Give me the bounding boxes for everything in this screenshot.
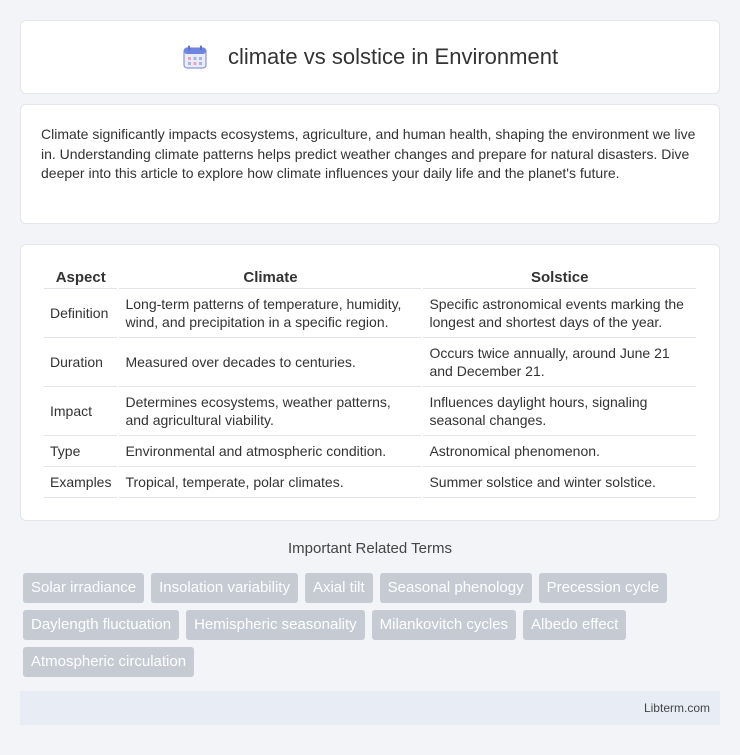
table-row [44,289,696,338]
table-row [44,387,696,436]
row-climate: Long-term patterns of temperature, humidity, wind, and precipitation in a specific region. [119,289,421,338]
table-row [44,467,696,498]
related-terms-title: Important Related Terms [288,540,452,557]
term-tag[interactable]: Milankovitch cycles [372,610,516,640]
page-title: climate vs solstice in Environment [227,44,559,69]
term-tag[interactable]: Precession cycle [539,573,668,603]
intro-card [20,104,720,224]
table-row [44,436,696,467]
term-tag[interactable]: Solar irradiance [23,573,144,603]
calendar-icon [182,44,208,70]
row-solstice: Summer solstice and winter solstice. [423,467,696,498]
row-solstice: Influences daylight hours, signaling seasonal changes. [423,387,696,436]
related-terms-list [23,573,723,677]
term-tag[interactable]: Axial tilt [305,573,373,603]
header-solstice: Solstice [423,265,696,289]
row-aspect: Impact [44,387,117,436]
comparison-table-card [20,244,720,521]
header-card [20,20,720,94]
header-climate: Climate [119,265,421,289]
term-tag[interactable]: Atmospheric circulation [23,647,194,677]
row-aspect: Definition [44,289,117,338]
row-aspect: Duration [44,338,117,387]
footer [20,691,720,725]
row-climate: Measured over decades to centuries. [119,338,421,387]
row-solstice: Astronomical phenomenon. [423,436,696,467]
table-header-row [44,265,696,289]
row-solstice: Specific astronomical events marking the longest and shortest days of the year. [423,289,696,338]
comparison-table [42,265,698,498]
row-climate: Determines ecosystems, weather patterns, and agricultural viability. [119,387,421,436]
row-climate: Tropical, temperate, polar climates. [119,467,421,498]
footer-site-link[interactable]: Libterm.com [643,701,710,715]
header-aspect: Aspect [44,265,117,289]
term-tag[interactable]: Albedo effect [523,610,626,640]
row-aspect: Type [44,436,117,467]
row-climate: Environmental and atmospheric condition. [119,436,421,467]
term-tag[interactable]: Insolation variability [151,573,298,603]
intro-paragraph: Climate significantly impacts ecosystems, agriculture, and human health, shaping the environment we live in. Understanding climate patterns helps predict weather changes and prepare for natural disasters. Dive deeper into this article to explore how climate influences your daily life and the planet's future. [41,126,696,181]
term-tag[interactable]: Seasonal phenology [380,573,532,603]
term-tag[interactable]: Daylength fluctuation [23,610,179,640]
term-tag[interactable]: Hemispheric seasonality [186,610,365,640]
row-aspect: Examples [44,467,117,498]
row-solstice: Occurs twice annually, around June 21 and December 21. [423,338,696,387]
table-row [44,338,696,387]
